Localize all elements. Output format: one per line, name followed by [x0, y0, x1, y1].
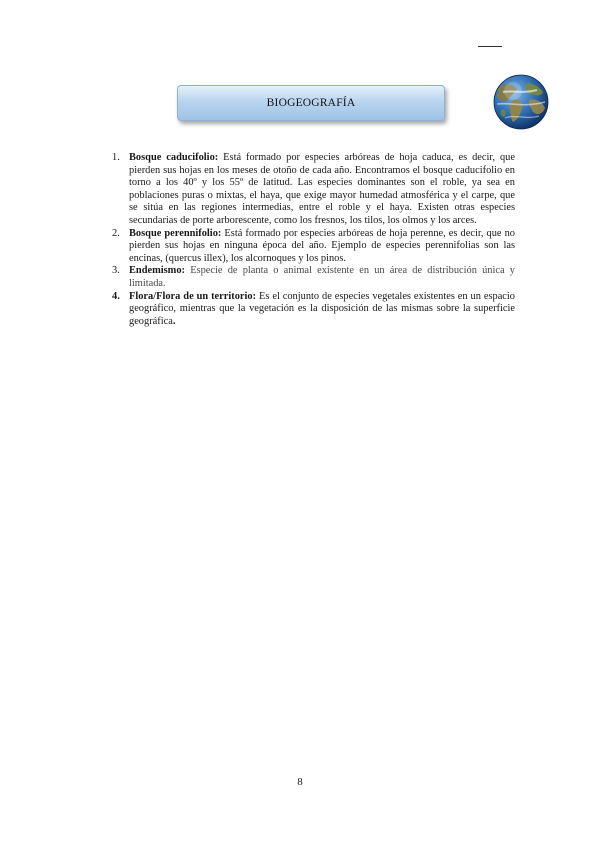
definition-item: [112, 152, 515, 228]
title-banner: [177, 85, 445, 121]
page-number: 8: [297, 776, 303, 788]
definition-number: 1.: [112, 152, 120, 163]
definition-suffix: .: [172, 315, 176, 327]
definition-text: Está formado por especies arbóreas de hoja caduca, es decir, que pierden sus hojas en los meses de otoño de cada año. Encontramos el bosque caducifolio en torno a los 40º y los 55º de latitud. Las especies dominantes son el roble, ya sea en poblaciones puras o mixtas, el haya, que exige mayor humedad atmosférica y el carpe, que se sitúa en las regiones intermedias, entre el roble y el haya. Existen otras especies secundarias de porte arborescente, como los fresnos, los tilos, los olmos y los arces.: [129, 152, 515, 226]
definition-item: [112, 265, 515, 290]
definition-term: Bosque perennifolio:: [129, 227, 222, 239]
definition-item: [112, 228, 515, 266]
globe-icon: [493, 74, 549, 130]
definition-text: Especie de planta o animal existente en un área de distribución única y limitada.: [129, 265, 515, 289]
definition-text: Está formado por especies arbóreas de hoja perenne, es decir, que no pierden sus hojas en ninguna época del año. Ejemplo de especies perennifolias son las encinas, (quercus illex), los alcornoques y los pinos.: [129, 227, 515, 264]
definition-text: Es el conjunto de especies vegetales existentes en un espacio geográfico, mientras que la vegetación es la disposición de las mismas sobre la superficie geográfica: [129, 290, 515, 327]
definition-term: Endemismo:: [129, 265, 185, 277]
page-title: BIOGEOGRAFÍA: [266, 97, 356, 109]
definitions-list: [112, 152, 515, 328]
definition-number: 2.: [112, 227, 120, 239]
header-rule: [478, 46, 502, 47]
definition-term: Bosque caducifolio:: [129, 152, 219, 163]
definition-item: [112, 291, 515, 329]
definition-term: Flora/Flora de un territorio:: [129, 290, 257, 302]
definition-number: 4.: [112, 290, 120, 302]
definition-number: 3.: [112, 265, 120, 277]
